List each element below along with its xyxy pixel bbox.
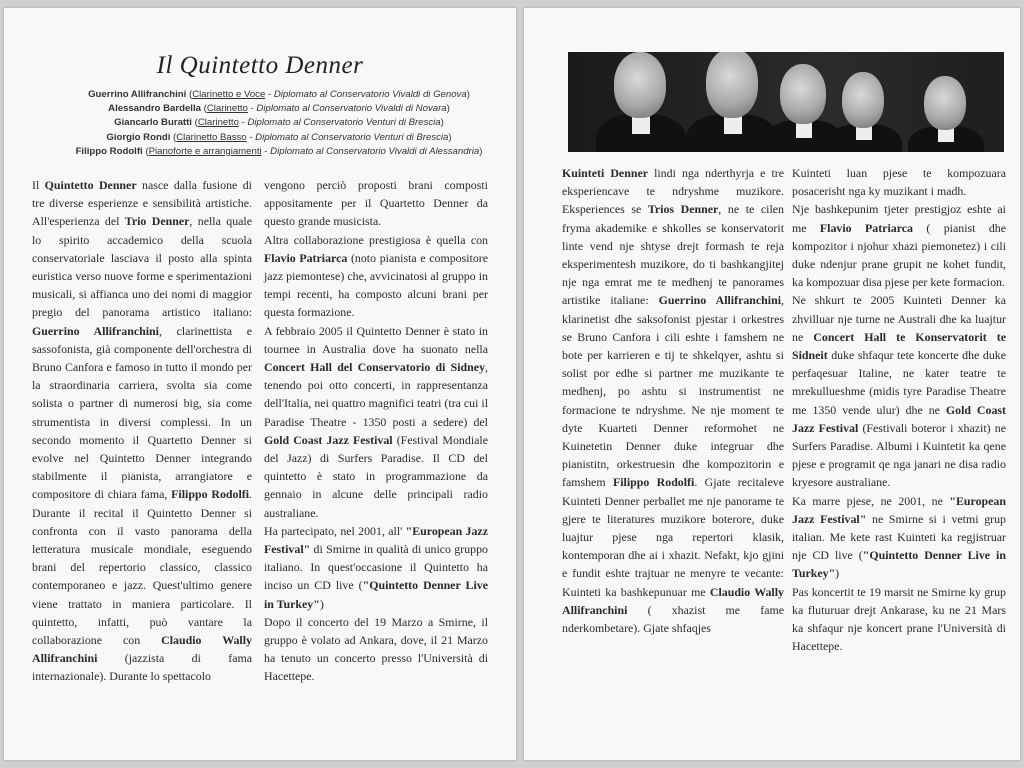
musician-figure xyxy=(826,70,902,152)
member-line: Guerrino Allifranchini (Clarinetto e Voce - Diplomato al Conservatorio Vivaldi di Genova) xyxy=(88,89,470,100)
member-name: Alessandro Bardella xyxy=(108,103,201,115)
albanian-paragraph: Kuinteti Denner lindi nga nderthyrja e tre eksperiencave te ndryshme muzikore. Eksperiences se Trios Denner, ne te cilen fryma akademike e shkolles se konservatorit linte vend nje shtyse drejt formash te reja eksperimentesh muzikore, do ti bashkangjitej nje nga emrat me te medhenj te panorames artistike italiane: Guerrino Allifranchini, klarinetist dhe saksofonist pjestar i orkestres se Bruno Canfora i cili eshte i famshem ne bote per karrieren e tij te shkelqyer, ashtu si solist por edhe si partner me muzikante te medhenj, po ashtu si instrumentist ne formacione te ndryshme. Ne nje moment te dyte Kuarteti Denner reformohet ne Kuinetetin Denner duke integruar dhe pianistitn, orkestruesin dhe kompozitorin e famshem Filippo Rodolfi. Gjate recitaleve Kuinteti Denner perballet me nje panorame te gjere te literatures muzikore boterore, duke luajtur pjese nga repertori klasik, kontemporan dhe ai i xhazit. Nefakt, kjo gjini e fundit eshte trajtuar ne menyre te vecante: Kuinteti ka bashkepunuar me Claudio Wally Allifranchini ( xhazist me fame nderkombetare). Gjate shfaqjes xyxy=(562,166,784,636)
italian-paragraph: Dopo il concerto del 19 Marzo a Smirne, il gruppo è volato ad Ankara, dove, il 21 Marzo ha tenuto un concerto presso l'Università di Hacettepe. xyxy=(264,614,488,684)
member-name: Giorgio Rondi xyxy=(106,131,171,143)
member-name: Guerrino Allifranchini xyxy=(88,89,187,100)
member-instrument: Clarinetto Basso xyxy=(176,131,247,143)
italian-paragraph: Ha partecipato, nel 2001, all' "European Jazz Festival" di Smirne in qualità di unico gruppo italiano. In quest'occasione il Quintetto ha inciso un CD live ("Quintetto Denner Live in Turkey") xyxy=(264,523,488,611)
member-line: Alessandro Bardella (Clarinetto - Diplomato al Conservatorio Vivaldi di Novara) xyxy=(108,103,450,115)
member-diploma: Diplomato al Conservatorio Venturi di Brescia xyxy=(247,117,441,129)
albanian-column-2 xyxy=(792,164,1006,655)
member-line: Giancarlo Buratti (Clarinetto - Diplomato al Conservatorio Venturi di Brescia) xyxy=(114,117,444,129)
italian-paragraph: Altra collaborazione prestigiosa è quella con Flavio Patriarca (noto pianista e compositore jazz piemontese) che, avvicinatosi al gruppo in tempi recenti, ha composto alcuni brani per questa formazione. xyxy=(264,232,488,320)
member-diploma: Diplomato al Conservatorio Vivaldi di Alessandria xyxy=(270,145,480,157)
page-title: Il Quintetto Denner xyxy=(156,52,364,79)
member-name: Giancarlo Buratti xyxy=(114,117,192,129)
member-name: Filippo Rodolfi xyxy=(75,145,143,157)
italian-column-1 xyxy=(32,176,252,686)
musician-figure xyxy=(908,72,984,152)
italian-column-2 xyxy=(264,176,488,686)
members-list xyxy=(44,88,514,159)
albanian-column-1 xyxy=(562,164,784,637)
albanian-paragraph: Ka marre pjese, ne 2001, ne "European Jazz Festival" ne Smirne si i vetmi grup italian. Me kete rast Kuinteti ka regjistruar nje CD live ("Quintetto Denner Live in Turkey") xyxy=(792,493,1006,581)
italian-paragraph: vengono perciò proposti brani composti appositamente per il Quartetto Denner da questo grande musicista. xyxy=(264,178,488,229)
albanian-paragraph: Kuinteti luan pjese te kompozuara posacerisht nga ky muzikant i madh. xyxy=(792,166,1006,199)
italian-paragraph: A febbraio 2005 il Quintetto Denner è stato in tournee in Australia dove ha suonato nella Concert Hall del Conservatorio di Sidney, tenendo poi otto concerti, in rappresentanza dell'Italia, nei quattro magnifici teatri (tra cui il Paradise Theatre - 1350 posti a sedere) del Gold Coast Jazz Festival (Festival Mondiale del Jazz) di Surfers Paradise. Il CD del quintetto è stato in programmazione da gennaio in alcune delle principali radio australiane. xyxy=(264,323,489,520)
group-photo xyxy=(568,52,1004,152)
member-line: Giorgio Rondi (Clarinetto Basso - Diplomato al Conservatorio Venturi di Brescia) xyxy=(106,131,452,143)
right-page xyxy=(524,8,1020,760)
left-page xyxy=(4,8,516,760)
member-instrument: Pianoforte e arrangiamenti xyxy=(148,145,262,157)
member-line: Filippo Rodolfi (Pianoforte e arrangiamenti - Diplomato al Conservatorio Vivaldi di Alessandria) xyxy=(75,145,483,157)
member-instrument: Clarinetto e Voce xyxy=(192,89,266,100)
member-instrument: Clarinetto xyxy=(206,103,248,115)
member-diploma: Diplomato al Conservatorio Venturi di Brescia xyxy=(255,131,449,143)
musician-figure xyxy=(596,52,686,152)
member-instrument: Clarinetto xyxy=(197,117,239,129)
member-diploma: Diplomato al Conservatorio Vivaldi di Novara xyxy=(256,103,447,115)
member-diploma: Diplomato al Conservatorio Vivaldi di Genova xyxy=(273,89,467,100)
albanian-paragraph: Nje bashkepunim tjeter prestigjoz eshte ai me Flavio Patriarca ( pianist dhe kompozitor i njohur xhazi piemonetez) i cili duke ndenjur prane grupit ne kohet fundit, ka kompozuar disa pjese per kete formacion. xyxy=(792,202,1006,290)
albanian-paragraph: Ne shkurt te 2005 Kuinteti Denner ka zhvilluar nje turne ne Australi dhe ka luajtur ne Concert Hall te Konservatorit te Sidneit duke shfaqur tete koncerte dhe duke perfaqesuar Italine, ne kater teatre te mrekullueshme (midis tyre Paradise Theatre me 1350 vende ulur) dhe ne Gold Coast Jazz Festival (Festivali boteror i xhazit) ne Surfers Paradise. Albumi i Kuintetit ka qene pjese e programit qe nga janari ne disa radio kryesore australiane. xyxy=(792,293,1007,490)
albanian-paragraph: Pas koncertit te 19 marsit ne Smirne ky grup ka fluturuar drejt Ankarase, ku ne 21 Mars ka shfaqur nje koncert prane l'Università di Hacettepe. xyxy=(792,584,1006,654)
italian-paragraph: Il Quintetto Denner nasce dalla fusione di tre diverse esperienze e sensibilità artistiche. All'esperienza del Trio Denner, nella quale lo spirito accademico della scuola conservatoriale lasciava il posto alla spinta euristica verso nuove forme e sperimentazioni musicali, si affianca uno dei nomi di maggior pregio del panorama artistico italiano: Guerrino Allifranchini, clarinettista e sassofonista, già componente dell'orchestra di Bruno Canfora e famoso in tutto il mondo per la straordinaria carriera, svolta sia come solista o partner di numerosi big, sia come strumentista in diversi complessi. In un secondo momento il Quartetto Denner si evolve nel Quintetto Denner integrando stabilmente il pianista, arrangiatore e compositore di chiara fama, Filippo Rodolfi. Durante il recital il Quintetto Denner si confronta con il vasto panorama della letteratura musicale mondiale, eseguendo brani del repertorio classico, classico contemporaneo e jazz. Quest'ultimo genere viene trattato in maniera particolare. Il quintetto, infatti, può vantare la collaborazione con Claudio Wally Allifranchini (jazzista di fama internazionale). Durante lo spettacolo xyxy=(32,178,252,684)
